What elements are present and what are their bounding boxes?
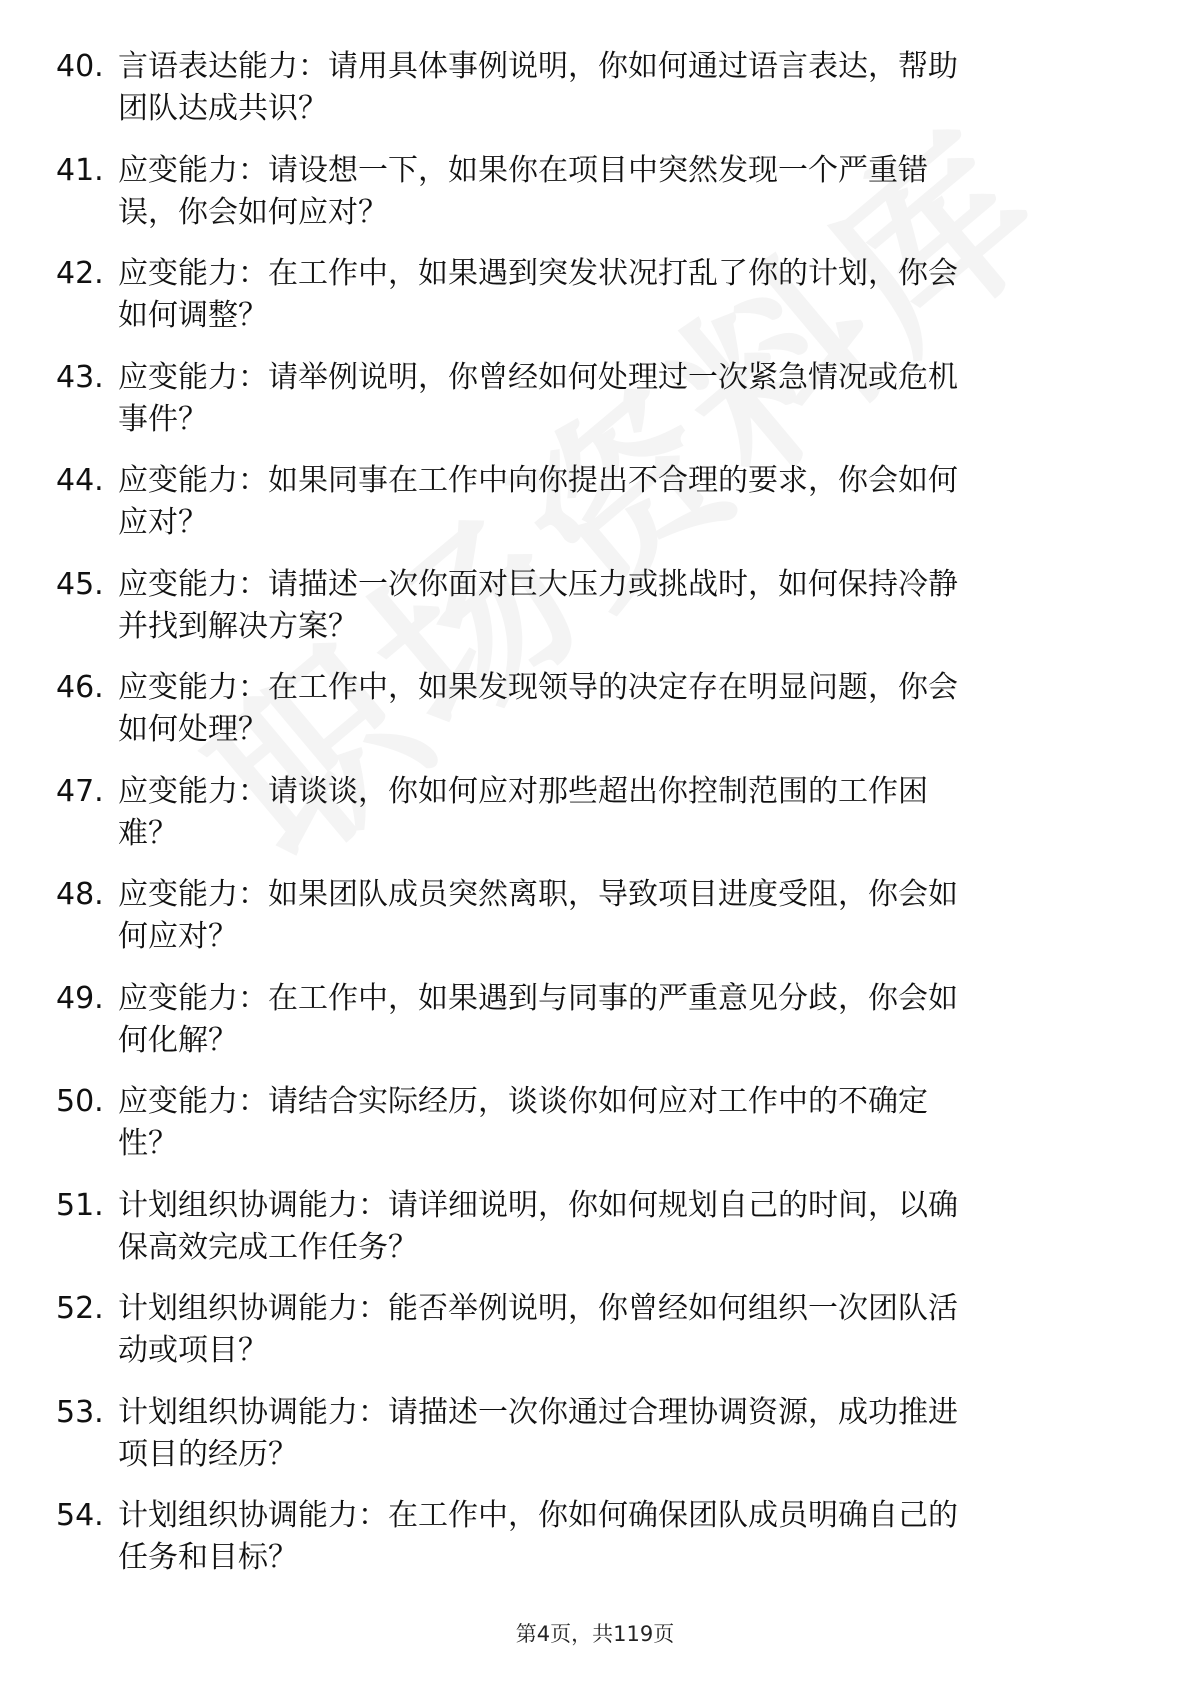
question-item — [0, 874, 1190, 978]
question-text: 应变能力：请结合实际经历，谈谈你如何应对工作中的不确定 性？ — [118, 1084, 928, 1161]
question-number: 43. — [56, 359, 104, 395]
question-number: 42. — [56, 256, 104, 291]
question-item — [0, 357, 1190, 461]
page-footer: 第4页，共119页 — [515, 1622, 675, 1646]
question-text: 计划组织协调能力：在工作中，你如何确保团队成员明确自己的 任务和目标？ — [118, 1498, 958, 1575]
question-item — [0, 1392, 1190, 1496]
question-text: 计划组织协调能力：请详细说明，你如何规划自己的时间，以确 保高效完成工作任务？ — [118, 1187, 958, 1265]
question-text: 应变能力：请举例说明，你曾经如何处理过一次紧急情况或危机 事件？ — [118, 359, 958, 437]
question-number: 47. — [56, 773, 104, 809]
question-text: 应变能力：在工作中，如果发现领导的决定存在明显问题，你会 如何处理？ — [118, 670, 958, 747]
question-text: 应变能力：如果同事在工作中向你提出不合理的要求，你会如何 应对？ — [118, 463, 958, 540]
question-number: 44. — [56, 463, 104, 498]
question-text: 计划组织协调能力：请描述一次你通过合理协调资源，成功推进 项目的经历？ — [118, 1394, 958, 1472]
question-number: 53. — [56, 1394, 104, 1430]
question-text: 计划组织协调能力：能否举例说明，你曾经如何组织一次团队活 动或项目？ — [118, 1291, 958, 1368]
question-item — [0, 564, 1190, 668]
question-item — [0, 1495, 1190, 1599]
question-number: 49. — [56, 980, 104, 1016]
question-number: 46. — [56, 670, 104, 705]
question-item — [0, 460, 1190, 564]
question-item — [0, 978, 1190, 1082]
question-list — [0, 46, 1190, 1599]
question-text: 应变能力：在工作中，如果遇到与同事的严重意见分歧，你会如 何化解？ — [118, 980, 958, 1058]
question-item — [0, 1288, 1190, 1392]
question-item — [0, 771, 1190, 875]
question-number: 51. — [56, 1187, 104, 1223]
question-item — [0, 253, 1190, 357]
question-text: 言语表达能力：请用具体事例说明，你如何通过语言表达，帮助 团队达成共识？ — [118, 49, 958, 126]
question-item — [0, 1081, 1190, 1185]
question-number: 40. — [56, 49, 104, 84]
question-number: 41. — [56, 152, 104, 188]
question-text: 应变能力：在工作中，如果遇到突发状况打乱了你的计划，你会 如何调整？ — [118, 256, 958, 333]
question-item — [0, 46, 1190, 150]
question-number: 48. — [56, 877, 104, 912]
question-item — [0, 150, 1190, 254]
question-number: 45. — [56, 566, 104, 602]
question-number: 54. — [56, 1498, 104, 1533]
question-number: 52. — [56, 1291, 104, 1326]
question-text: 应变能力：请描述一次你面对巨大压力或挑战时，如何保持冷静 并找到解决方案？ — [118, 566, 958, 644]
question-number: 50. — [56, 1084, 104, 1119]
question-item — [0, 1185, 1190, 1289]
question-text: 应变能力：请设想一下，如果你在项目中突然发现一个严重错 误，你会如何应对？ — [118, 152, 928, 230]
question-text: 应变能力：请谈谈，你如何应对那些超出你控制范围的工作困 难？ — [118, 773, 928, 851]
question-text: 应变能力：如果团队成员突然离职，导致项目进度受阻，你会如 何应对？ — [118, 877, 958, 954]
question-item — [0, 667, 1190, 771]
